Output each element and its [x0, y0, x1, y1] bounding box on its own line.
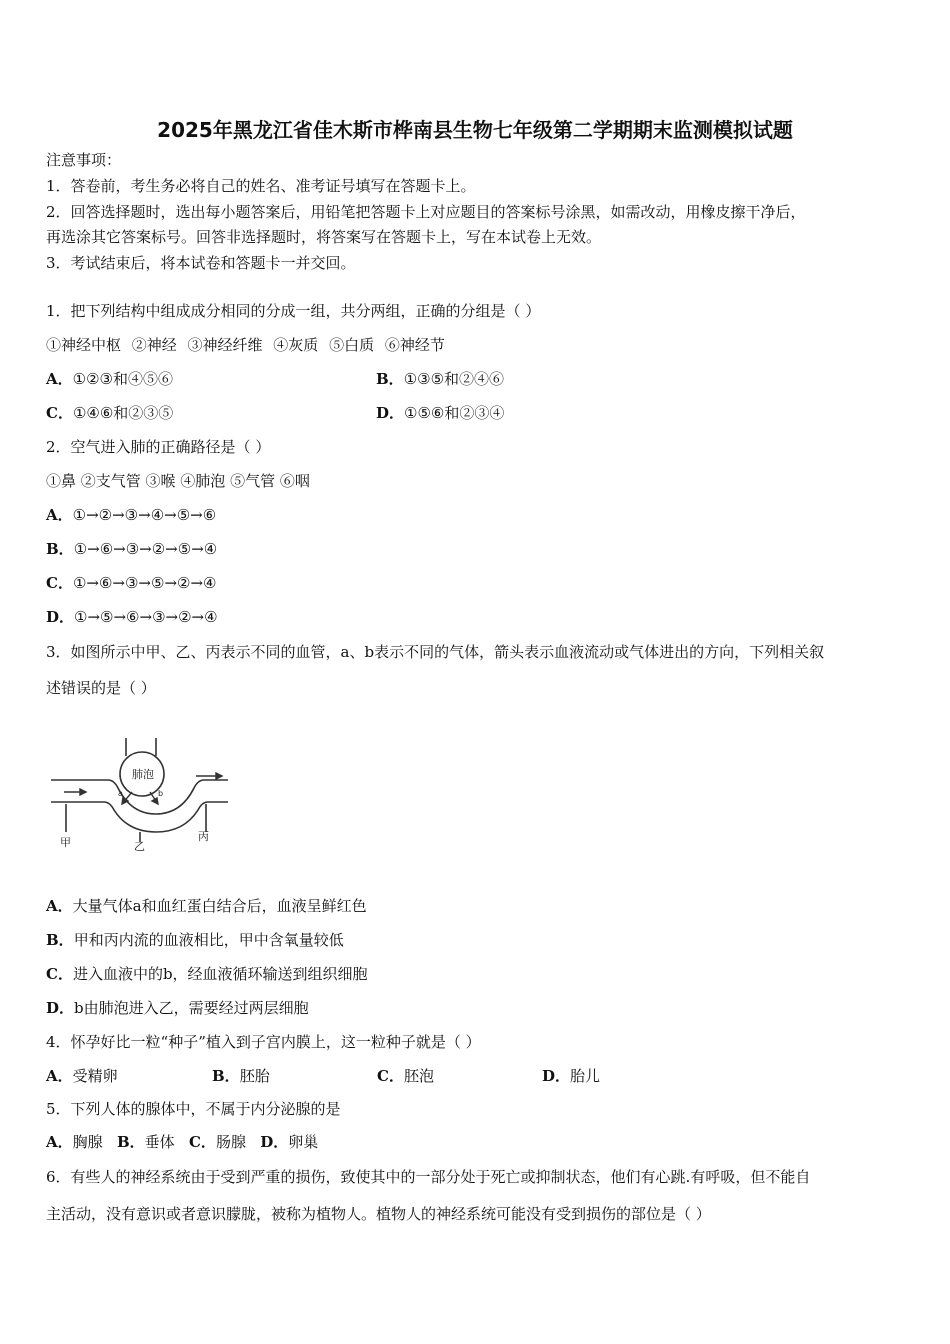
q5-option-c[interactable] [189, 1133, 246, 1151]
arrow-right-head [216, 773, 222, 779]
label-b: b [158, 789, 164, 798]
page-title: 2025年黑龙江省佳木斯市桦南县生物七年级第二学期期末监测模拟试题 [157, 118, 793, 142]
label-yi: 乙 [134, 840, 145, 852]
q4-option-d[interactable] [542, 1066, 600, 1086]
label-a: a [118, 789, 123, 798]
option-letter: B． [46, 931, 74, 949]
notice-item-3: 3．考试结束后，将本试卷和答题卡一并交回。 [46, 254, 356, 272]
q3-stem-line1: 3．如图所示中甲、乙、丙表示不同的血管，a、b表示不同的气体，箭头表示血液流动或气体进出的方向，下列相关叙 [46, 643, 825, 661]
option-letter: A． [46, 897, 73, 915]
option-text: ①→⑥→③→⑤→②→④ [72, 574, 217, 592]
q1-option-d[interactable] [376, 403, 504, 423]
option-text: 进入血液中的b，经血液循环输送到组织细胞 [72, 965, 368, 983]
q4-option-c[interactable] [377, 1066, 434, 1086]
option-letter: A． [46, 1133, 73, 1151]
q3-stem-line2: 述错误的是（ ） [46, 679, 156, 697]
option-text: b由肺泡进入乙，需要经过两层细胞 [74, 999, 309, 1017]
q4-option-a[interactable] [46, 1066, 118, 1086]
q5-option-b[interactable] [117, 1133, 175, 1151]
option-letter: C． [377, 1067, 404, 1085]
q2-option-a[interactable] [46, 505, 216, 525]
option-text: 受精卵 [72, 1067, 118, 1085]
label-jia: 甲 [60, 836, 71, 849]
q5-option-a[interactable] [46, 1133, 103, 1151]
option-letter: A． [46, 506, 73, 524]
q1-option-c[interactable] [46, 403, 173, 423]
q2-stem: 2．空气进入肺的正确路径是（ ） [46, 438, 271, 456]
q3-option-a[interactable] [46, 896, 367, 916]
option-letter: D． [46, 999, 75, 1017]
label-bing: 丙 [198, 830, 209, 843]
option-letter: D． [260, 1133, 289, 1151]
q2-items: ①鼻 ②支气管 ③喉 ④肺泡 ⑤气管 ⑥咽 [46, 472, 310, 490]
notice-item-2-cont: 再选涂其它答案标号。回答非选择题时，将答案写在答题卡上，写在本试卷上无效。 [46, 228, 602, 246]
notice-heading: 注意事项： [46, 151, 122, 169]
q5-option-d[interactable] [260, 1133, 318, 1151]
option-letter: B． [376, 370, 404, 388]
option-letter: D． [46, 608, 75, 626]
q1-option-a[interactable] [46, 369, 173, 389]
q3-option-c[interactable] [46, 964, 368, 984]
q6-stem-line2: 主活动，没有意识或者意识朦胧，被称为植物人。植物人的神经系统可能没有受到损伤的部位是（ ） [46, 1205, 711, 1223]
q4-option-b[interactable] [212, 1066, 270, 1086]
option-text: ①→②→③→④→⑤→⑥ [72, 506, 217, 524]
option-letter: A． [46, 1067, 73, 1085]
option-text: 垂体 [144, 1133, 175, 1151]
option-letter: B． [46, 540, 74, 558]
option-letter: A． [46, 370, 73, 388]
q3-option-d[interactable] [46, 998, 309, 1018]
arrow-b-head [152, 798, 158, 804]
option-text: 大量气体a和血红蛋白结合后，血液呈鲜红色 [72, 897, 367, 915]
option-letter: C． [46, 574, 73, 592]
option-letter: C． [46, 404, 73, 422]
option-text: 肠腺 [215, 1133, 246, 1151]
vessel-bottom-edge [51, 802, 228, 832]
label-alveolus: 肺泡 [132, 768, 154, 781]
arrow-left-head [80, 789, 86, 795]
q5-stem: 5．下列人体的腺体中，不属于内分泌腺的是 [46, 1100, 341, 1118]
option-text: 胎儿 [570, 1067, 601, 1085]
option-text: 胸腺 [72, 1133, 103, 1151]
q2-option-b[interactable] [46, 539, 217, 559]
q1-stem: 1．把下列结构中组成成分相同的分成一组，共分两组，正确的分组是（ ） [46, 302, 541, 320]
option-text: 胚泡 [403, 1067, 434, 1085]
notice-item-1: 1．答卷前，考生务必将自己的姓名、准考证号填写在答题卡上。 [46, 177, 476, 195]
option-letter: D． [376, 404, 405, 422]
option-text: 胚胎 [239, 1067, 270, 1085]
option-text: ①⑤⑥和②③④ [404, 404, 505, 422]
option-letter: B． [116, 1133, 145, 1151]
alveolus-diagram [46, 732, 236, 852]
option-letter: B． [212, 1067, 240, 1085]
option-text: ①③⑤和②④⑥ [403, 370, 505, 388]
notice-item-2: 2．回答选择题时，选出每小题答案后，用铅笔把答题卡上对应题目的答案标号涂黑，如需改动，用橡皮擦干净后， [46, 203, 806, 221]
option-text: ①②③和④⑤⑥ [72, 370, 173, 388]
q1-items: ①神经中枢 ②神经 ③神经纤维 ④灰质 ⑤白质 ⑥神经节 [46, 336, 445, 354]
option-letter: C． [46, 965, 73, 983]
option-text: ①→⑤→⑥→③→②→④ [74, 608, 218, 626]
q6-stem-line1: 6．有些人的神经系统由于受到严重的损伤，致使其中的一部分处于死亡或抑制状态，他们有心跳.有呼吸，但不能自 [46, 1168, 811, 1186]
q1-option-b[interactable] [376, 369, 504, 389]
q3-option-b[interactable] [46, 930, 344, 950]
q2-option-d[interactable] [46, 607, 218, 627]
q2-option-c[interactable] [46, 573, 216, 593]
option-text: 甲和丙内流的血液相比，甲中含氧量较低 [73, 931, 344, 949]
q5-options-row [46, 1132, 318, 1152]
option-text: 卵巢 [288, 1133, 319, 1151]
option-text: ①④⑥和②③⑤ [72, 404, 174, 422]
vessel-top-edge [51, 780, 228, 814]
option-letter: C． [188, 1133, 216, 1151]
option-text: ①→⑥→③→②→⑤→④ [73, 540, 218, 558]
q4-stem: 4．怀孕好比一粒“种子”植入到子宫内膜上，这一粒种子就是（ ） [46, 1033, 481, 1051]
option-letter: D． [542, 1067, 571, 1085]
